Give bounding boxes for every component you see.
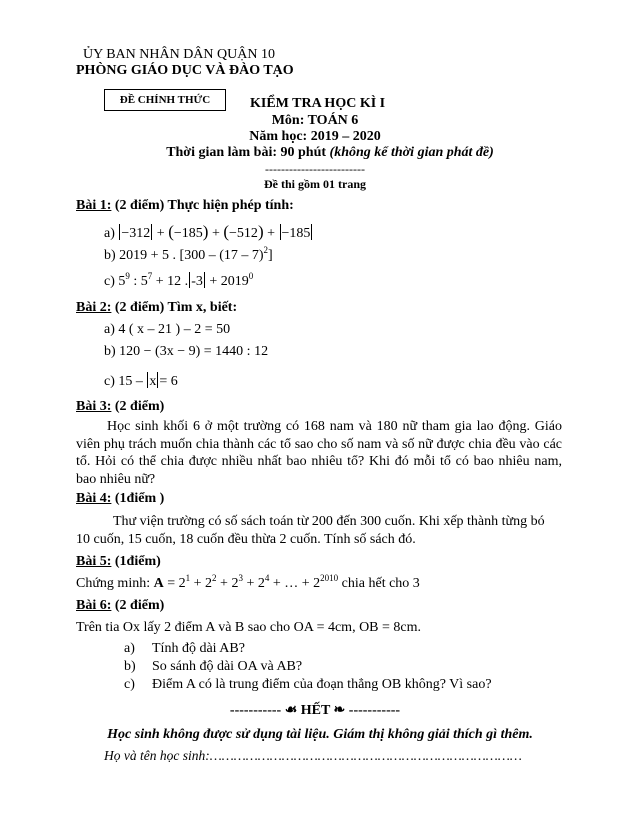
bai6-item-a-text: Tính độ dài AB? [152,641,245,656]
bai1-a: a) −312 + (−185) + (−512) + −185 [104,222,311,241]
bai5-p5: + … + 2 [269,576,321,591]
bai3-heading [76,399,164,415]
footer-note: Học sinh không được sử dụng tài liệu. Giám thị không giải thích gì thêm. [107,727,533,742]
duration-line [140,145,520,161]
subject: Môn: TOÁN 6 [271,113,359,128]
bai1-c-pre: c) 5 [104,274,126,289]
bai2-heading [76,300,237,316]
bai5-p4: + 2 [242,576,265,591]
bai3-text: Học sinh khối 6 ở một trường có 168 nam và 180 nữ tham gia lao động. Giáo viên phụ trách muốn chia thành các tổ sao cho số nam và số nữ được chia đều vào các tổ. Hỏi có thể chia được nhiều nhất bao nhiêu tổ? Khi đó mỗi tổ có bao nhiêu nam, bao nhiêu nữ? [76,419,562,487]
bai1-c-e3: 0 [248,271,254,281]
bai1-label: Bài 1: [76,198,112,213]
bai6-item-c-text: Điểm A có là trung điểm của đoạn thẳng OB không? Vì sao? [152,677,492,692]
bai6-item-c-label: c) [124,677,135,692]
school-year: Năm học: 2019 – 2020 [249,129,381,144]
bai5-pre: Chứng minh: [76,576,154,591]
student-name-field: Họ và tên học sinh:…………………………………………………………………… [104,748,522,763]
bai1-a-term2: −185 [173,226,203,241]
bai5-eq: = 2 [163,576,186,591]
bai2-c-post: = 6 [159,374,178,389]
bai5-e1: 1 [185,573,191,583]
bai1-a-label: a) [104,226,115,241]
bai5-statement [76,573,420,592]
bai1-b-text: b) 2019 + 5 . [300 – (17 – 7) [104,248,264,263]
bai1-c-abs: -3 [191,274,203,289]
bai1-c-mid3: + 2019 [205,274,249,289]
bai6-item-a [124,641,245,657]
bai5-e5: 2010 [320,573,339,583]
exam-title: KIỂM TRA HỌC KÌ I [250,96,386,111]
bai6-item-c [124,677,492,693]
bai1-c-e2: 7 [147,271,153,281]
bai5-p3: + 2 [216,576,239,591]
bai6-points: (2 điểm) [114,598,165,613]
bai1-c-mid1: : 5 [129,274,148,289]
bai5-e3: 3 [238,573,243,583]
bai1-heading [76,198,294,214]
bai1-a-term3: −512 [229,226,258,241]
page-note: Đề thi gồm 01 trang [264,177,366,191]
bai4-heading [76,491,164,507]
bai6-label: Bài 6: [76,598,112,613]
bai1-a-term4: −185 [281,226,311,241]
bai2-c-abs: x [149,374,157,389]
bai1-a-term1: −312 [121,226,151,241]
bai5-points: (1điểm) [114,554,161,569]
header-divider: ------------------------- [265,162,365,176]
bai5-e4: 4 [264,573,270,583]
bai6-item-b-label: b) [124,659,136,674]
bai2-points: (2 điểm) Tìm x, biết: [114,300,238,315]
end-mark: ----------- ☙ HẾT ❧ ----------- [229,703,401,718]
bai4-points: (1điểm ) [114,491,165,506]
bai2-c-pre: c) 15 – [104,374,143,389]
bai5-post: chia hết cho 3 [338,576,420,591]
official-label: ĐỀ CHÍNH THỨC [104,89,226,111]
bai4-text: Thư viện trường có số sách toán từ 200 đến 300 cuốn. Khi xếp thành từng bó 10 cuốn, 15 cuốn, 18 cuốn đều thừa 2 cuốn. Tính số sách đó. [76,514,545,547]
bai3-label: Bài 3: [76,399,112,414]
bai2-label: Bài 2: [76,300,112,315]
bai5-label: Bài 5: [76,554,112,569]
bai1-b-exp: 2 [263,245,269,255]
bai1-c [104,272,253,290]
bai5-A: A [153,576,164,591]
bai5-e2: 2 [212,573,217,583]
bai5-heading [76,554,161,570]
bai2-c [104,372,178,390]
bai6-item-b-text: So sánh độ dài OA và AB? [152,659,303,674]
bai1-b [104,245,273,264]
bai6-intro: Trên tia Ox lấy 2 điểm A và B sao cho OA = 4cm, OB = 8cm. [76,620,422,635]
bai6-item-a-label: a) [124,641,135,656]
duration: Thời gian làm bài: 90 phút [166,145,327,160]
bai1-c-e1: 9 [125,271,130,281]
duration-note: (không kể thời gian phát đề) [329,145,494,160]
bai1-b-end: ] [268,248,273,263]
bai3-points: (2 điểm) [114,399,165,414]
bai6-heading [76,598,164,614]
bai2-b: b) 120 − (3x − 9) = 1440 : 12 [104,344,269,359]
bai1-c-mid2: + 12 . [152,274,189,289]
department-name: PHÒNG GIÁO DỤC VÀ ĐÀO TẠO [76,63,294,78]
bai1-points: (2 điểm) Thực hiện phép tính: [114,198,294,213]
bai5-p2: + 2 [190,576,213,591]
bai4-label: Bài 4: [76,491,112,506]
committee-name: ỦY BAN NHÂN DÂN QUẬN 10 [83,47,275,62]
bai6-item-b [124,659,302,675]
bai2-a: a) 4 ( x – 21 ) – 2 = 50 [104,322,231,337]
